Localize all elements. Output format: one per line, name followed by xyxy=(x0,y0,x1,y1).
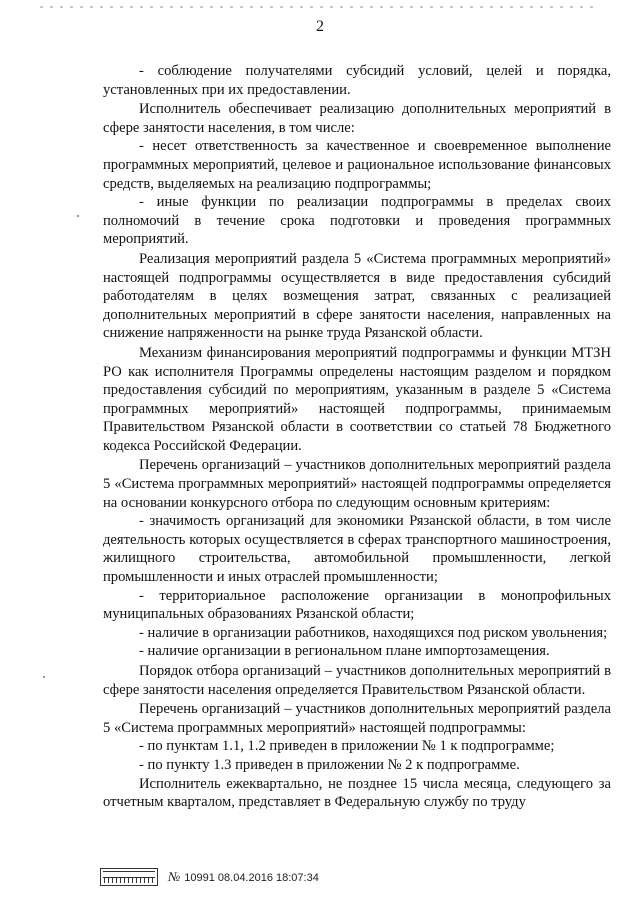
document-footer xyxy=(100,866,319,888)
document-body xyxy=(103,62,611,812)
paragraph: - наличие организации в региональном плане импортозамещения. xyxy=(139,643,550,660)
scan-dotted-edge xyxy=(40,6,600,8)
scan-speck xyxy=(43,676,45,678)
paragraph: - значимость организаций для экономики Рязанской области, в том числе деятельность которых осуществляется в сферах транспортного машиностроения, жилищного строительства, автомобильной промышленности, легкой промышленности и иных отраслей промышленности; xyxy=(103,513,611,586)
page-number: 2 xyxy=(316,18,324,35)
paragraph: - по пункту 1.3 приведен в приложении № 2 к подпрограмме. xyxy=(139,756,520,773)
paragraph: - территориальное расположение организации в монопрофильных муниципальных образованиях Рязанской области; xyxy=(103,587,611,623)
paragraph: - по пунктам 1.1, 1.2 приведен в приложении № 1 к подпрограмме; xyxy=(139,738,555,755)
scan-speck xyxy=(77,215,79,217)
paragraph: Исполнитель ежеквартально, не позднее 15 числа месяца, следующего за отчетным кварталом, представляет в Федеральную службу по труду xyxy=(103,775,611,811)
paragraph: Порядок отбора организаций – участников дополнительных мероприятий в сфере занятости населения определяется Правительством Рязанской области. xyxy=(103,663,611,698)
paragraph: Исполнитель обеспечивает реализацию дополнительных мероприятий в сфере занятости населения, в том числе: xyxy=(103,101,611,136)
paragraph: - соблюдение получателями субсидий условий, целей и порядка, установленных при их предоставлении. xyxy=(103,63,611,98)
paragraph: Перечень организаций – участников дополнительных мероприятий раздела 5 «Система программных мероприятий» настоящей подпрограммы: xyxy=(103,701,611,736)
paragraph: Перечень организаций – участников дополнительных мероприятий раздела 5 «Система программных мероприятий» настоящей подпрограммы определяется на основании конкурсного отбора по следующим основным критериям: xyxy=(103,457,611,511)
number-mark: № xyxy=(168,869,181,884)
registration-info xyxy=(168,869,319,885)
paragraph: Реализация мероприятий раздела 5 «Система программных мероприятий» настоящей подпрограммы осуществляется в виде предоставления субсидий работодателям в целях возмещения затрат, связанных с реализацией дополнительных мероприятий в сфере занятости населения, направленных на снижение напряженности на рынке труда Рязанской области. xyxy=(103,250,611,342)
registry-stamp-icon xyxy=(100,868,158,886)
registration-number-date: 10991 08.04.2016 18:07:34 xyxy=(184,872,319,884)
paragraph: - иные функции по реализации подпрограммы в пределах своих полномочий в течение срока подготовки и проведения программных мероприятий. xyxy=(103,194,611,248)
paragraph: Механизм финансирования мероприятий подпрограммы и функции МТЗН РО как исполнителя Программы определены настоящим разделом и порядком предоставления субсидий по мероприятиям, указанным в разделе 5 «Система программных мероприятий» настоящей подпрограммы, принимаемым Правительством Рязанской области в соответствии со статьей 78 Бюджетного кодекса Российской Федерации. xyxy=(103,344,611,454)
paragraph: - наличие в организации работников, находящихся под риском увольнения; xyxy=(139,624,608,641)
paragraph: - несет ответственность за качественное и своевременное выполнение программных мероприятий, целевое и рациональное использование финансовых средств, выделяемых на реализацию подпрограммы; xyxy=(103,138,611,192)
